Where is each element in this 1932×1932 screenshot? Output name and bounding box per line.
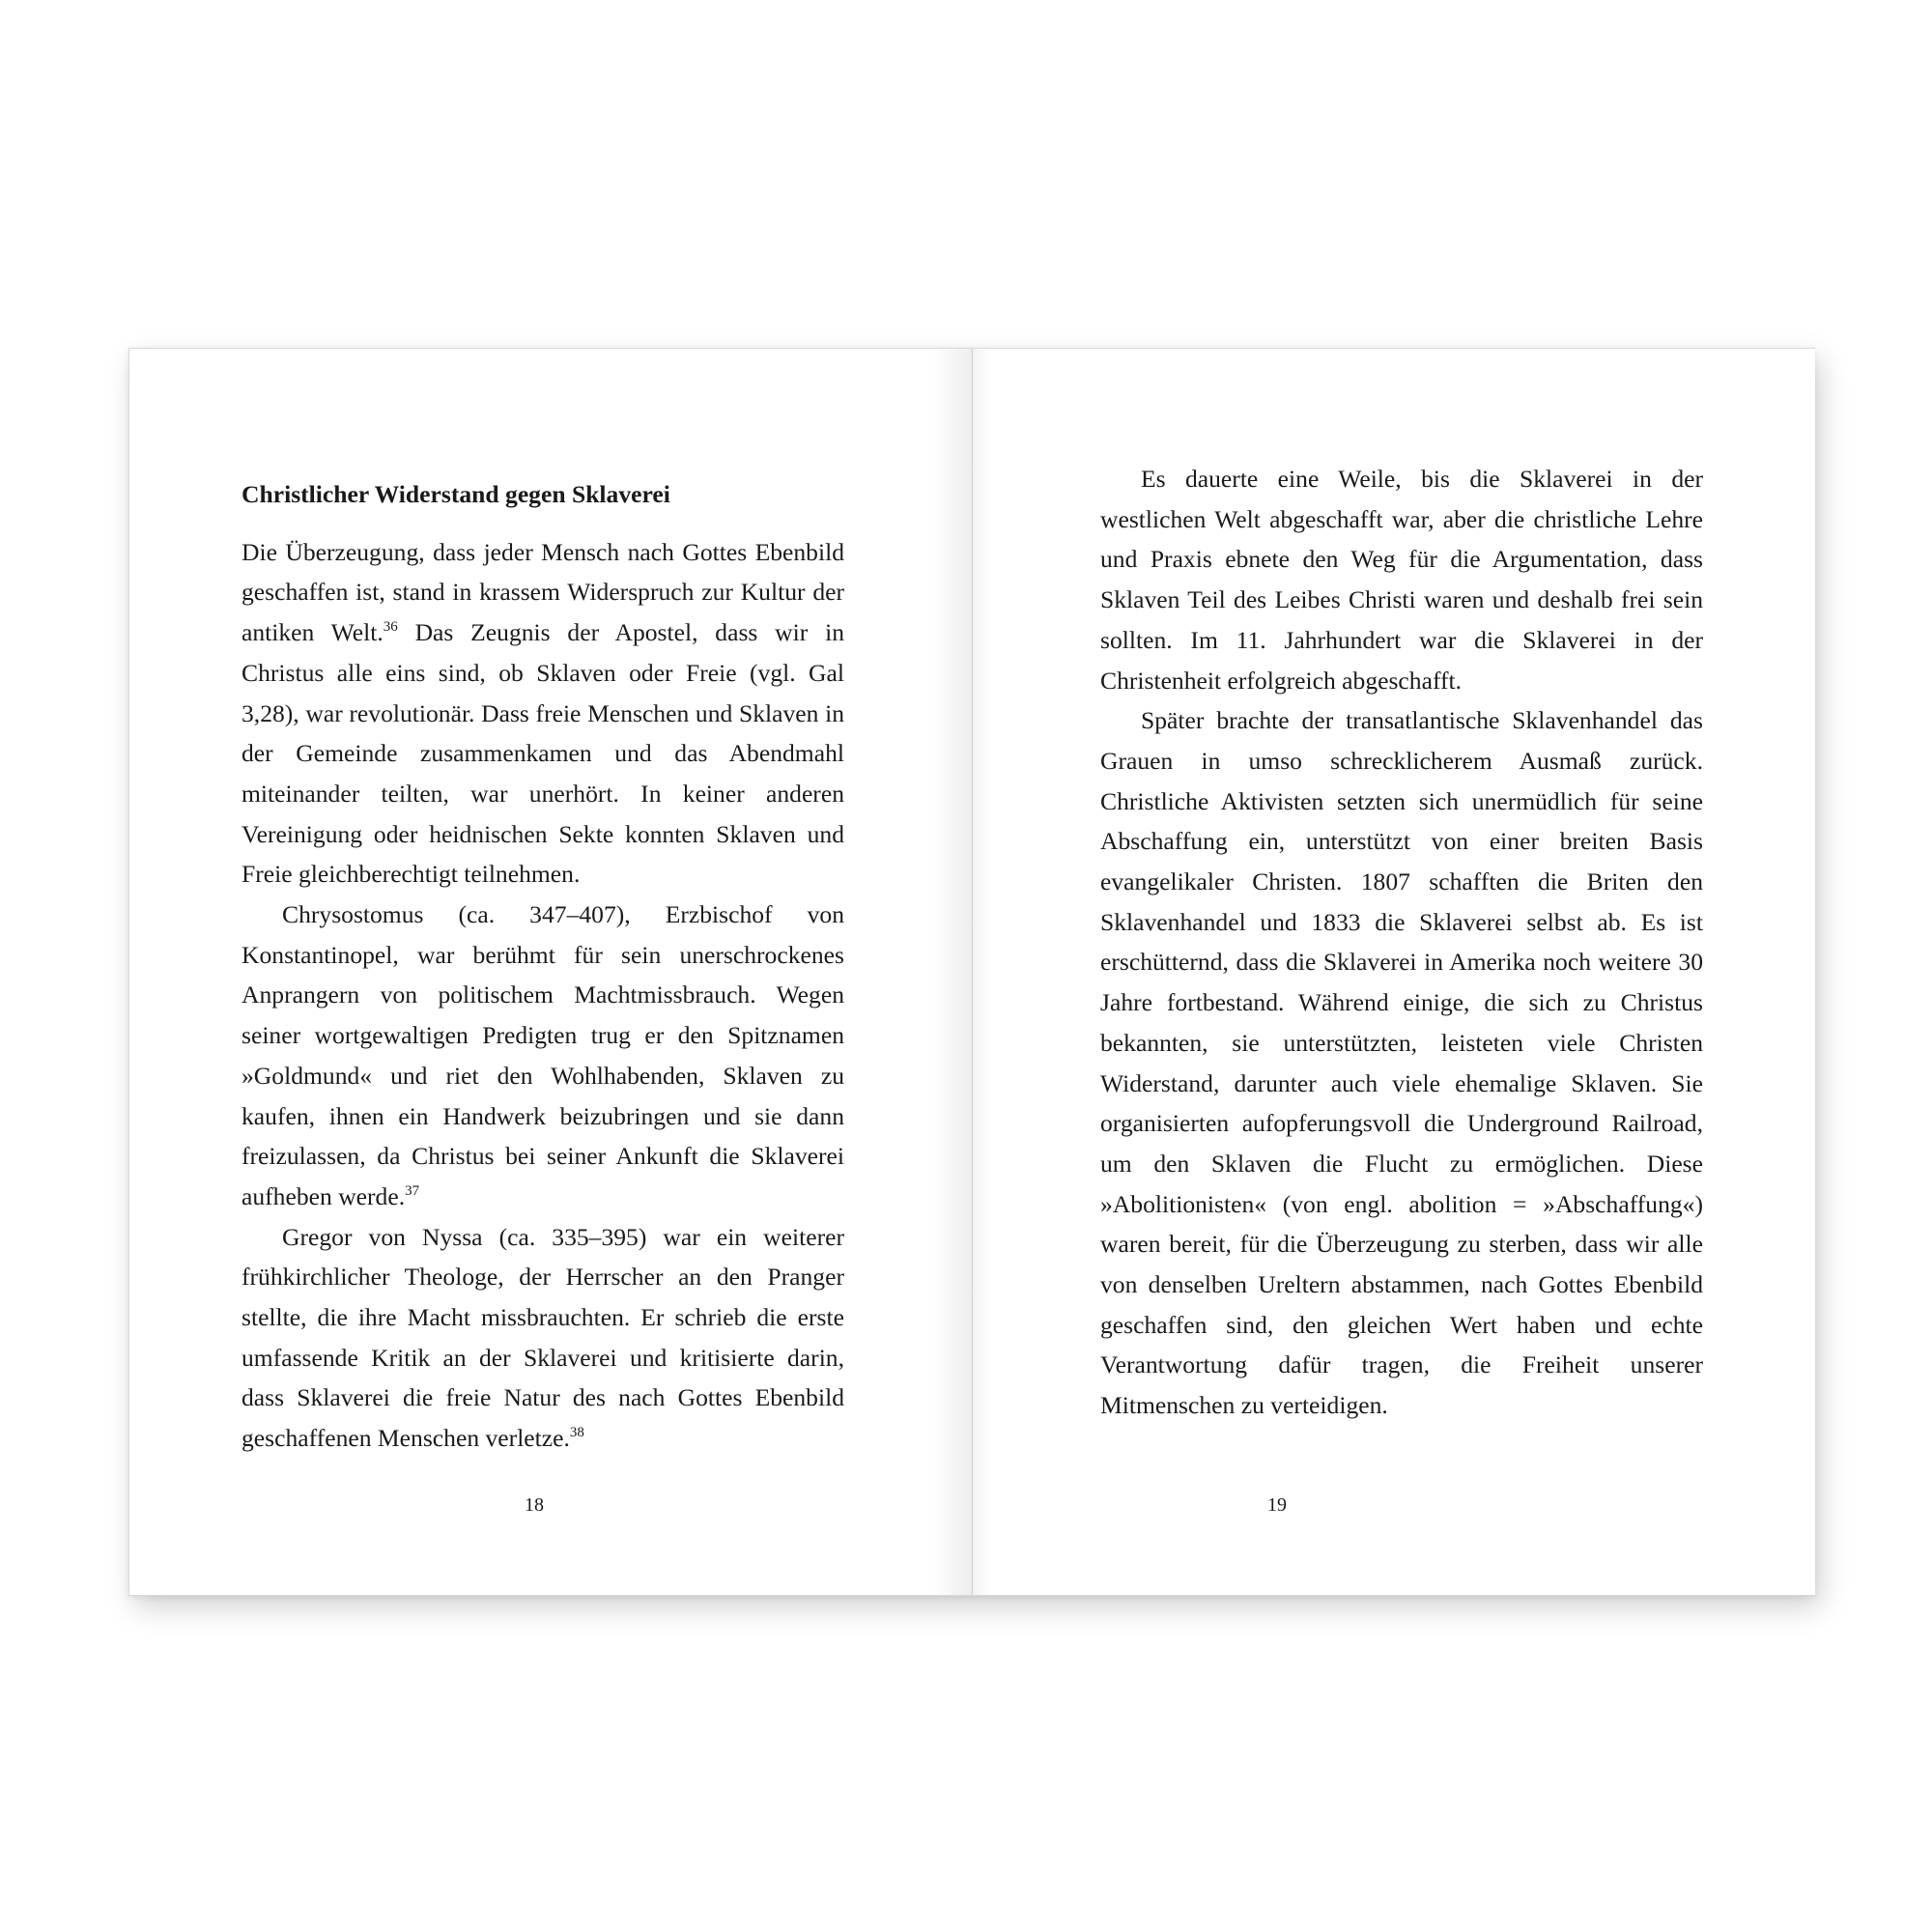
section-heading: Christlicher Widerstand gegen Sklaverei (242, 480, 670, 508)
left-page (129, 349, 972, 1595)
paragraph-text: Es dauerte eine Weile, bis die Sklaverei in der westlichen Welt abgeschafft war, aber die christliche Lehre und Praxis ebnete den Weg für die Argumentation, dass Sklaven Teil des Leibes Christi waren und deshalb frei sein sollten. Im 11. Jahrhundert war die Sklaverei in der Christenheit erfolgreich abgeschafft. (1100, 465, 1703, 695)
paragraph (242, 895, 844, 1217)
paragraph (242, 1217, 844, 1459)
paragraph-text: Später brachte der transatlantische Sklavenhandel das Grauen in umso schrecklicherem Ausmaß zurück. Christliche Aktivisten setzten sich unermüdlich für seine Abschaffung ein, unterstützt von einer breiten Basis evangelikaler Christen. 1807 schafften die Briten den Sklavenhandel und 1833 die Sklaverei selbst ab. Es ist erschütternd, dass die Sklaverei in Amerika noch weitere 30 Jahre fortbestand. Während einige, die sich zu Christus bekannten, sie unterstützten, leisteten viele Christen Widerstand, darunter auch viele ehemalige Sklaven. Sie organisierten aufopferungsvoll die Underground Railroad, um den Sklaven die Flucht zu ermöglichen. Diese »Abolitionisten« (von engl. abolition = »Abschaffung«) waren bereit, für die Überzeugung zu sterben, dass wir alle von denselben Ureltern abstammen, nach Gottes Ebenbild geschaffen sind, den gleichen Wert haben und echte Verantwortung dafür tragen, die Freiheit unserer Mitmenschen zu verteidigen. (1100, 706, 1703, 1420)
paragraph (1100, 700, 1703, 1426)
page-number: 18 (525, 1494, 544, 1516)
right-text-block (1100, 459, 1703, 1426)
left-text-block (242, 474, 844, 1459)
page-number: 19 (1267, 1494, 1287, 1516)
footnote-marker: 38 (569, 1425, 584, 1441)
paragraph (1100, 459, 1703, 700)
footnote-marker: 36 (383, 619, 398, 636)
paragraph-text: Das Zeugnis der Apostel, dass wir in Christus alle eins sind, ob Sklaven oder Freie (vgl. Gal 3,28), war revolutionär. Dass freie Menschen und Sklaven in der Gemeinde zusammenkamen und das Abendmahl miteinander teilten, war unerhört. In keiner anderen Vereinigung oder heidnischen Sekte konnten Sklaven und Freie gleichberechtigt teilnehmen. (242, 618, 844, 889)
paragraph (242, 532, 844, 895)
paragraph-text: Chrysostomus (ca. 347–407), Erzbischof von Konstantinopel, war berühmt für sein unerschrockenes Anprangern von politischem Machtmissbrauch. Wegen seiner wortgewaltigen Predigten trug er den Spitznamen »Goldmund« und riet den Wohlhabenden, Sklaven zu kaufen, ihnen ein Handwerk beizubringen und sie dann freizulassen, da Christus bei seiner Ankunft die Sklaverei aufheben werde. (242, 900, 844, 1210)
paragraph-text: Die Überzeugung, dass jeder Mensch nach Gottes Ebenbild geschaffen ist, stand in krassem Widerspruch zur Kultur der antiken Welt. (242, 537, 844, 647)
right-page (972, 349, 1815, 1595)
book-spread (128, 348, 1815, 1596)
paragraph-text: Gregor von Nyssa (ca. 335–395) war ein weiterer frühkirchlicher Theologe, der Herrscher an den Pranger stellte, die ihre Macht missbrauchten. Er schrieb die erste umfassende Kritik an der Sklaverei und kritisierte darin, dass Sklaverei die freie Natur des nach Gottes Ebenbild geschaffenen Menschen verletze. (242, 1222, 844, 1453)
footnote-marker: 37 (405, 1182, 420, 1199)
